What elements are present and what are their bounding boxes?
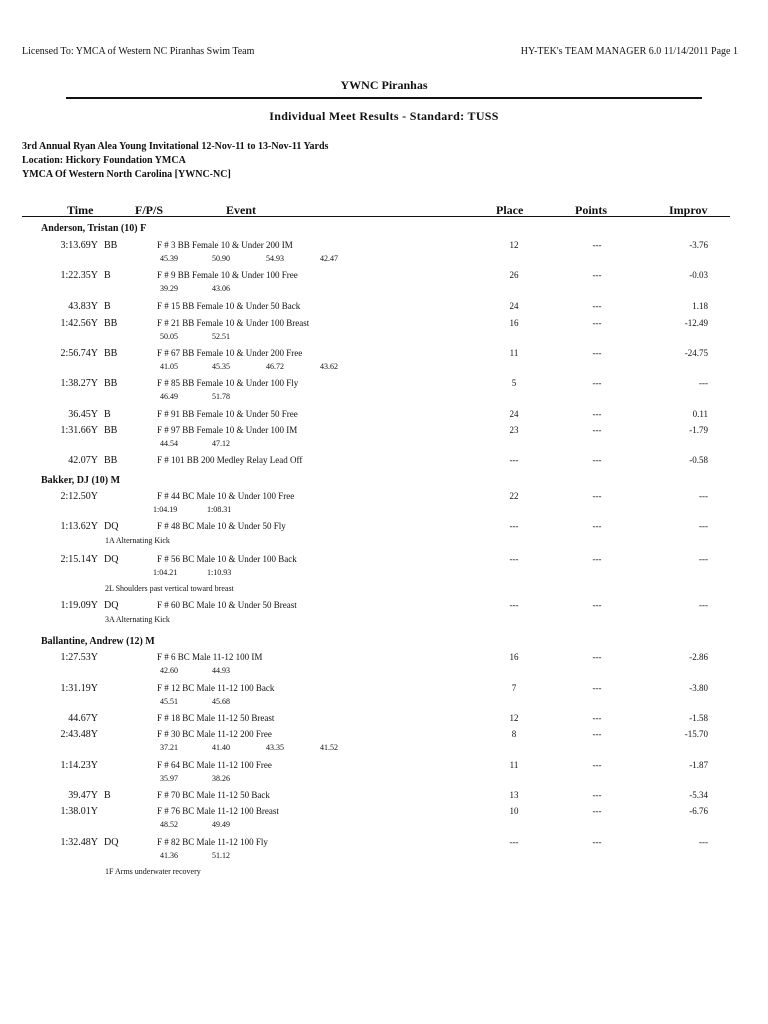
result-place: 12 (509, 713, 519, 723)
result-event: F # 30 BC Male 11-12 200 Free (157, 729, 272, 739)
result-time: 1:22.35Y (60, 270, 98, 281)
result-place: 16 (509, 318, 519, 328)
result-points: --- (592, 318, 602, 328)
swimmer-name: Anderson, Tristan (10) F (41, 223, 147, 234)
time-standard: BB (104, 318, 118, 329)
time-standard: B (104, 301, 111, 312)
result-time: 36.45Y (68, 409, 98, 420)
result-improv: --- (699, 600, 708, 610)
result-time: 1:31.66Y (60, 425, 98, 436)
result-points: --- (592, 521, 602, 531)
result-improv: 0.11 (692, 409, 708, 419)
result-time: 43.83Y (68, 301, 98, 312)
result-place: 24 (509, 301, 519, 311)
result-place: 23 (509, 425, 519, 435)
result-event: F # 18 BC Male 11-12 50 Breast (157, 713, 275, 723)
result-place: 13 (509, 790, 519, 800)
result-improv: -1.58 (689, 713, 708, 723)
result-improv: -0.58 (689, 455, 708, 465)
result-improv: --- (699, 378, 708, 388)
split-time: 43.06 (212, 284, 230, 293)
split-time: 38.26 (212, 774, 230, 783)
result-improv: 1.18 (692, 301, 708, 311)
result-points: --- (592, 301, 602, 311)
result-place: 24 (509, 409, 519, 419)
split-time: 45.39 (160, 254, 178, 263)
dq-reason: 2L Shoulders past vertical toward breast (105, 584, 234, 593)
result-event: F # 48 BC Male 10 & Under 50 Fly (157, 521, 286, 531)
result-place: 8 (511, 729, 517, 739)
split-time: 41.40 (212, 743, 230, 752)
result-time: 1:32.48Y (60, 837, 98, 848)
result-event: F # 67 BB Female 10 & Under 200 Free (157, 348, 303, 358)
result-improv: -0.03 (689, 270, 708, 280)
result-time: 1:19.09Y (60, 600, 98, 611)
result-improv: -2.86 (689, 652, 708, 662)
result-points: --- (592, 790, 602, 800)
split-time: 48.52 (160, 820, 178, 829)
result-event: F # 3 BB Female 10 & Under 200 IM (157, 240, 293, 250)
col-points: Points (575, 203, 608, 217)
split-time: 41.05 (160, 362, 178, 371)
col-improv: Improv (669, 203, 708, 217)
split-time: 49.49 (212, 820, 230, 829)
result-time: 1:38.01Y (60, 806, 98, 817)
result-time: 39.47Y (68, 790, 98, 801)
result-points: --- (592, 378, 602, 388)
time-standard: BB (104, 425, 118, 436)
split-time: 1:08.31 (207, 505, 232, 514)
result-time: 1:31.19Y (60, 683, 98, 694)
split-time: 50.90 (212, 254, 230, 263)
result-improv: -1.79 (689, 425, 708, 435)
result-time: 1:14.23Y (60, 760, 98, 771)
swimmer-name: Bakker, DJ (10) M (41, 475, 121, 486)
result-place: 5 (511, 378, 517, 388)
result-time: 2:56.74Y (60, 348, 98, 359)
result-improv: -5.34 (689, 790, 708, 800)
split-time: 46.72 (266, 362, 284, 371)
split-time: 1:10.93 (207, 568, 232, 577)
result-improv: -1.87 (689, 760, 708, 770)
result-place: 22 (509, 491, 519, 501)
result-event: F # 44 BC Male 10 & Under 100 Free (157, 491, 295, 501)
split-time: 50.05 (160, 332, 178, 341)
split-time: 44.54 (160, 439, 178, 448)
split-time: 35.97 (160, 774, 178, 783)
split-time: 42.47 (320, 254, 338, 263)
result-points: --- (592, 409, 602, 419)
title-rule (66, 97, 702, 99)
result-event: F # 12 BC Male 11-12 100 Back (157, 683, 275, 693)
split-time: 54.93 (266, 254, 284, 263)
split-time: 41.52 (320, 743, 338, 752)
result-points: --- (592, 806, 602, 816)
split-time: 43.62 (320, 362, 338, 371)
result-points: --- (592, 348, 602, 358)
split-time: 47.12 (212, 439, 230, 448)
time-standard: DQ (104, 521, 119, 532)
result-points: --- (592, 652, 602, 662)
time-standard: B (104, 270, 111, 281)
result-place: --- (509, 600, 519, 610)
result-event: F # 85 BB Female 10 & Under 100 Fly (157, 378, 299, 388)
split-time: 51.12 (212, 851, 230, 860)
result-improv: --- (699, 554, 708, 564)
result-event: F # 15 BB Female 10 & Under 50 Back (157, 301, 301, 311)
result-time: 1:38.27Y (60, 378, 98, 389)
result-time: 2:12.50Y (60, 491, 98, 502)
result-place: --- (509, 455, 519, 465)
col-time: Time (67, 203, 94, 217)
result-time: 1:13.62Y (60, 521, 98, 532)
result-event: F # 6 BC Male 11-12 100 IM (157, 652, 263, 662)
result-points: --- (592, 600, 602, 610)
split-time: 37.21 (160, 743, 178, 752)
result-improv: -6.76 (689, 806, 708, 816)
result-place: 16 (509, 652, 519, 662)
result-points: --- (592, 729, 602, 739)
result-event: F # 101 BB 200 Medley Relay Lead Off (157, 455, 303, 465)
meet-name: 3rd Annual Ryan Alea Young Invitational 12-Nov-11 to 13-Nov-11 Yards (22, 141, 329, 152)
result-points: --- (592, 240, 602, 250)
result-improv: --- (699, 491, 708, 501)
result-time: 2:15.14Y (60, 554, 98, 565)
result-improv: --- (699, 521, 708, 531)
result-event: F # 82 BC Male 11-12 100 Fly (157, 837, 268, 847)
time-standard: DQ (104, 554, 119, 565)
result-event: F # 60 BC Male 10 & Under 50 Breast (157, 600, 297, 610)
split-time: 39.29 (160, 284, 178, 293)
result-place: --- (509, 521, 519, 531)
split-time: 45.51 (160, 697, 178, 706)
result-time: 1:27.53Y (60, 652, 98, 663)
result-place: 7 (511, 683, 517, 693)
result-points: --- (592, 491, 602, 501)
result-event: F # 91 BB Female 10 & Under 50 Free (157, 409, 298, 419)
split-time: 52.51 (212, 332, 230, 341)
result-place: 26 (509, 270, 519, 280)
result-event: F # 70 BC Male 11-12 50 Back (157, 790, 270, 800)
time-standard: B (104, 409, 111, 420)
result-improv: -3.80 (689, 683, 708, 693)
time-standard: BB (104, 240, 118, 251)
col-fps: F/P/S (135, 203, 164, 217)
result-improv: -24.75 (684, 348, 708, 358)
split-time: 43.35 (266, 743, 284, 752)
result-event: F # 21 BB Female 10 & Under 100 Breast (157, 318, 310, 328)
split-time: 45.35 (212, 362, 230, 371)
col-place: Place (496, 203, 524, 217)
result-time: 42.07Y (68, 455, 98, 466)
result-time: 1:42.56Y (60, 318, 98, 329)
result-place: 12 (509, 240, 519, 250)
split-time: 46.49 (160, 392, 178, 401)
result-place: 10 (509, 806, 519, 816)
result-time: 2:43.48Y (60, 729, 98, 740)
result-place: 11 (509, 760, 519, 770)
result-improv: --- (699, 837, 708, 847)
result-points: --- (592, 425, 602, 435)
result-time: 44.67Y (68, 713, 98, 724)
col-event: Event (226, 203, 256, 217)
result-points: --- (592, 713, 602, 723)
result-improv: -15.70 (684, 729, 708, 739)
result-place: 11 (509, 348, 519, 358)
dq-reason: 1F Arms underwater recovery (105, 867, 201, 876)
result-points: --- (592, 455, 602, 465)
dq-reason: 1A Alternating Kick (105, 536, 170, 545)
time-standard: B (104, 790, 111, 801)
result-event: F # 64 BC Male 11-12 100 Free (157, 760, 272, 770)
time-standard: BB (104, 455, 118, 466)
time-standard: BB (104, 348, 118, 359)
split-time: 42.60 (160, 666, 178, 675)
result-event: F # 9 BB Female 10 & Under 100 Free (157, 270, 298, 280)
result-improv: -3.76 (689, 240, 708, 250)
result-time: 3:13.69Y (60, 240, 98, 251)
result-points: --- (592, 270, 602, 280)
meet-location: Location: Hickory Foundation YMCA (22, 155, 186, 166)
report-title: Individual Meet Results - Standard: TUSS (269, 109, 499, 123)
split-time: 1:04.19 (153, 505, 178, 514)
result-place: --- (509, 837, 519, 847)
split-time: 41.36 (160, 851, 178, 860)
team-title: YWNC Piranhas (340, 78, 428, 92)
result-event: F # 76 BC Male 11-12 100 Breast (157, 806, 279, 816)
result-improv: -12.49 (684, 318, 708, 328)
meet-team: YMCA Of Western North Carolina [YWNC-NC] (22, 169, 231, 180)
time-standard: DQ (104, 837, 119, 848)
swimmer-name: Ballantine, Andrew (12) M (41, 636, 155, 647)
software-line: HY-TEK's TEAM MANAGER 6.0 11/14/2011 Page 1 (520, 46, 738, 57)
split-time: 45.68 (212, 697, 230, 706)
split-time: 1:04.21 (153, 568, 178, 577)
time-standard: BB (104, 378, 118, 389)
result-points: --- (592, 683, 602, 693)
split-time: 44.93 (212, 666, 230, 675)
split-time: 51.78 (212, 392, 230, 401)
license-line: Licensed To: YMCA of Western NC Piranhas Swim Team (22, 46, 255, 57)
time-standard: DQ (104, 600, 119, 611)
result-points: --- (592, 837, 602, 847)
dq-reason: 3A Alternating Kick (105, 615, 170, 624)
result-event: F # 56 BC Male 10 & Under 100 Back (157, 554, 297, 564)
result-points: --- (592, 554, 602, 564)
column-rule (22, 216, 730, 217)
result-place: --- (509, 554, 519, 564)
result-event: F # 97 BB Female 10 & Under 100 IM (157, 425, 298, 435)
result-points: --- (592, 760, 602, 770)
